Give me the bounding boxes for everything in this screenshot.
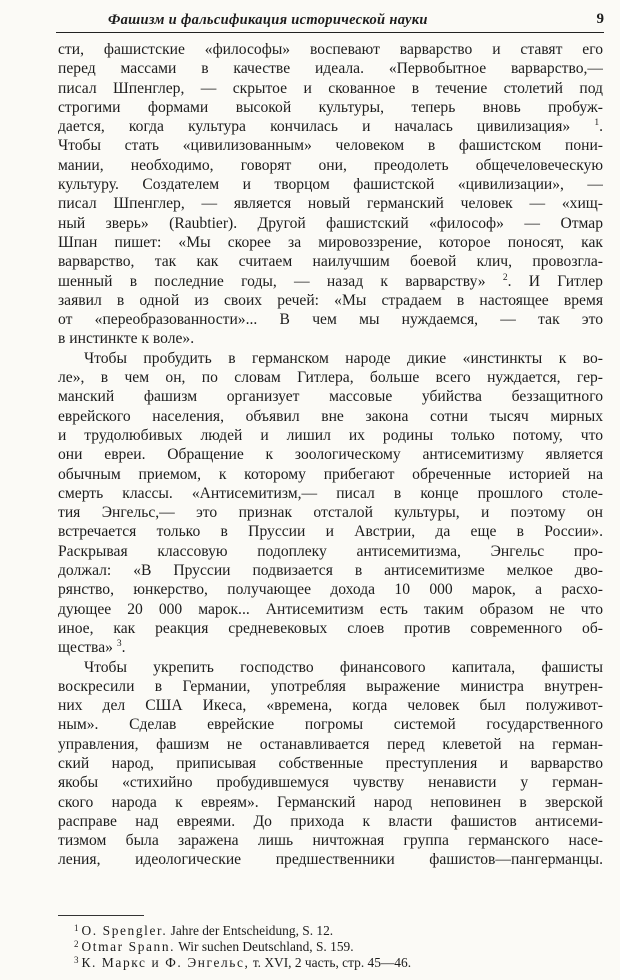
text-line: смерть классы. «Антисемитизм,— писал в конце прошлого столе- (58, 484, 603, 502)
footnote-ref-3: 3 (116, 639, 122, 650)
text-line: Чтобы пробудить в германском народе дикие «инстинкты к во- (84, 349, 603, 367)
text-line: в инстинкте к воле». (58, 330, 195, 348)
paragraph-2 (58, 349, 603, 658)
text-line: воскресили в Германии, употребляя выражение министра внутрен- (58, 677, 603, 695)
text-line: сти, фашистские «философы» воспевают варварство и ставят его (58, 41, 603, 58)
body-text (58, 40, 603, 870)
text-line: якобы «стихийно пробудившемуся чувству ненависти у герман- (58, 774, 603, 792)
text-line: и трудолюбивых людей и лишил их родины только потому, что (58, 426, 603, 444)
text-line: ления, идеологические предшественники фашистов—пангерманцы. (58, 851, 603, 869)
text-line: строгими формами высокой культуры, теперь вновь пробуж- (58, 98, 603, 116)
text-line: перед массами в качестве идеала. «Первобытное варварство,— (58, 60, 603, 78)
text-line: иное, как реакция средневековых слоев против современного об- (58, 619, 603, 637)
text-line-part: щества» (58, 639, 113, 657)
text-line: щества» $^3$. (58, 639, 126, 657)
text-line: еврейского населения, объявил вне закона сотни тысяч мирных (58, 407, 603, 425)
text-line: тия Энгельс,— это признак отсталой культуры, и поэтому он (58, 504, 603, 522)
text-line-part: дается, когда культура кончилась и началась цивилизация» (58, 118, 571, 136)
footnote-ref-1: 1 (594, 118, 600, 129)
footnotes (58, 920, 603, 968)
footnote-2 (58, 936, 603, 952)
footnote-author: Otmar Spann. (81, 939, 176, 954)
footnote-3 (58, 952, 603, 968)
text-line: шенный в последние годы, — назад к варварству» $^2$. И Гитлер (58, 272, 603, 290)
running-title: Фашизм и фальсификация исторической науки (108, 12, 428, 28)
text-line: они евреи. Обращение к зоологическому антисемитизму является (58, 446, 603, 464)
text-line: встречается только в Пруссии и Австрии, да еще в России». (58, 523, 603, 541)
text-line: ный зверь» (Raubtier). Другой фашистский «философ» — Отмар (58, 214, 603, 232)
text-line: ского народа к евреям». Германский народ неповинен в зверской (58, 793, 603, 811)
text-line: Чтобы стать «цивилизованным» человеком в фашистском пони- (58, 137, 603, 155)
text-line: культуру. Создателем и творцом фашистской «цивилизации», — (58, 176, 603, 194)
text-line: Шпан пишет: «Мы скорее за мировоззрение, которое поносят, как (58, 233, 603, 251)
running-header (56, 10, 604, 33)
footnote-author: К. Маркс и Ф. Энгельс, (81, 955, 250, 970)
text-line: них дел США Икеса, «времена, когда человек был полуживот- (58, 697, 603, 715)
text-line: варварство, так как считаем наилучшим боевой клич, провозгла- (58, 253, 603, 271)
text-line: рянство, юнкерство, получающее дохода 10 000 марок, а расхо- (58, 581, 603, 599)
text-line: тизмом была заражена лишь ничтожная группа германского насе- (58, 832, 603, 850)
text-line: должал: «В Пруссии подвизается в антисемитизме мелкое дво- (58, 562, 603, 580)
footnote-text: Jahre der Entscheidung, S. 12. (167, 923, 334, 938)
text-line: ле», в чем он, по словам Гитлера, больше всего нуждается, гер- (58, 369, 603, 387)
text-line: обычным приемом, к которому прибегают обреченные историей на (58, 465, 603, 483)
footnote-text: т. XVI, 2 часть, стр. 45—46. (249, 955, 412, 970)
paragraph-1 (58, 40, 603, 349)
footnote-divider (58, 915, 144, 916)
text-line: писал Шпенглер, — является новый германский человек — «хищ- (58, 195, 603, 213)
footnote-mark: 2 (74, 939, 79, 949)
text-line: Чтобы укрепить господство финансового капитала, фашисты (84, 658, 603, 676)
text-line: манский фашизм организует массовые убийства беззащитного (58, 388, 603, 406)
footnote-author: O. Spengler. (81, 923, 168, 938)
text-line: от «переобразованности»... В чем мы нуждаемся, — так это (58, 311, 603, 329)
paragraph-3 (58, 658, 603, 870)
footnote-mark: 1 (74, 923, 79, 933)
footnote-mark: 3 (74, 955, 79, 965)
text-line-part: шенный в последние годы, — назад к варварству» (58, 272, 486, 290)
text-line: Раскрывая классовую подоплеку антисемитизма, Энгельс про- (58, 542, 603, 560)
text-line: мании, необходимо, говорят они, преодолеть общечеловеческую (58, 156, 603, 174)
text-line: ным». Сделав еврейские погромы системой государственного (58, 716, 603, 734)
text-line: ский народ, приписывая собственные преступления и варварство (58, 754, 603, 772)
text-line-tail: И Гитлер (511, 272, 603, 290)
text-line: дается, когда культура кончилась и началась цивилизация» $^1$. (58, 118, 603, 136)
text-line: заявил в одной из своих речей: «Мы страдаем в настоящее время (58, 291, 603, 309)
page-number: 9 (596, 11, 604, 27)
text-line: писал Шпенглер, — скрытое и скованное в течение столетий под (58, 79, 603, 97)
text-line: расправе над евреями. До прихода к власти фашистов антисеми- (58, 812, 603, 830)
footnote-text: Wir suchen Deutschland, S. 159. (175, 939, 354, 954)
text-line: управления, фашизм не останавливается перед клеветой на герман- (58, 735, 603, 753)
footnote-1 (58, 920, 603, 936)
text-line: дующее 20 000 марок... Антисемитизм есть таким образом не что (58, 600, 603, 618)
footnote-ref-2: 2 (502, 272, 508, 283)
